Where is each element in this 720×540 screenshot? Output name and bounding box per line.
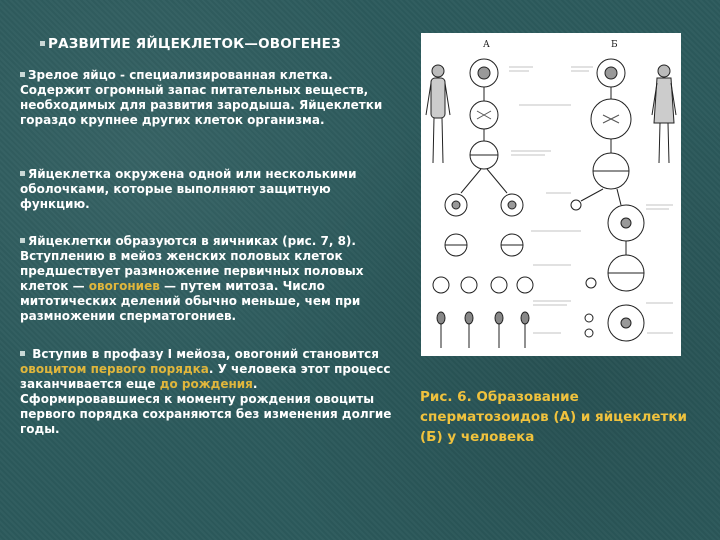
bullet-marker xyxy=(20,72,25,77)
paragraph-egg-membranes xyxy=(20,167,395,212)
female-figure-icon xyxy=(652,65,676,163)
oogenesis-column xyxy=(571,59,644,341)
bullet-marker xyxy=(20,171,25,176)
paragraph-oogonia xyxy=(20,234,395,324)
paragraph-text: Яйцеклетка окружена одной или несколькими оболочками, которые выполняют защитную функцию. xyxy=(20,167,357,211)
paragraph-text: Вступив в профазу I мейоза, овогоний становится xyxy=(32,347,379,361)
bullet-marker xyxy=(20,351,25,356)
title-text: РАЗВИТИЕ ЯЙЦЕКЛЕТОК—ОВОГЕНЕЗ xyxy=(48,36,341,52)
bullet-marker xyxy=(20,238,25,243)
highlight-before-birth: до рождения xyxy=(159,377,253,391)
paragraph-meiosis xyxy=(20,347,395,437)
paragraph-text: — путем митоза. Число митотических делений обычно меньше, чем при размножении сперматогониев. xyxy=(20,279,361,323)
paragraph-text: Яйцеклетки образуются в яичниках (рис. 7, 8). Вступлению в мейоз женских половых клеток предшествует размножение первичных половых клеток — xyxy=(20,234,364,293)
figure-caption: Рис. 6. Образование сперматозоидов (А) и яйцеклетки (Б) у человека xyxy=(420,389,687,445)
figure-label-a: А xyxy=(483,40,490,50)
bullet-marker xyxy=(40,41,45,46)
figure-label-b: Б xyxy=(611,40,618,50)
gametogenesis-figure xyxy=(421,33,681,356)
paragraph-text: . Сформировавшиеся к моменту рождения овоциты первого порядка сохраняются без изменения долгие годы. xyxy=(20,377,392,436)
slide-title xyxy=(40,36,341,52)
figure-label-lines xyxy=(509,67,673,333)
paragraph-text: Зрелое яйцо - специализированная клетка. Содержит огромный запас питательных веществ, необходимых для развития зародыша. Яйцеклетки гораздо крупнее других клеток организма. xyxy=(20,68,383,127)
highlight-oocyte: овоцитом первого порядка xyxy=(20,362,209,376)
figure-diagram xyxy=(421,33,681,356)
highlight-oogonia: овогониев xyxy=(88,279,160,293)
paragraph-mature-egg xyxy=(20,68,395,128)
male-figure-icon xyxy=(426,65,450,163)
paragraph-text: . У человека этот процесс заканчивается еще xyxy=(20,362,391,391)
